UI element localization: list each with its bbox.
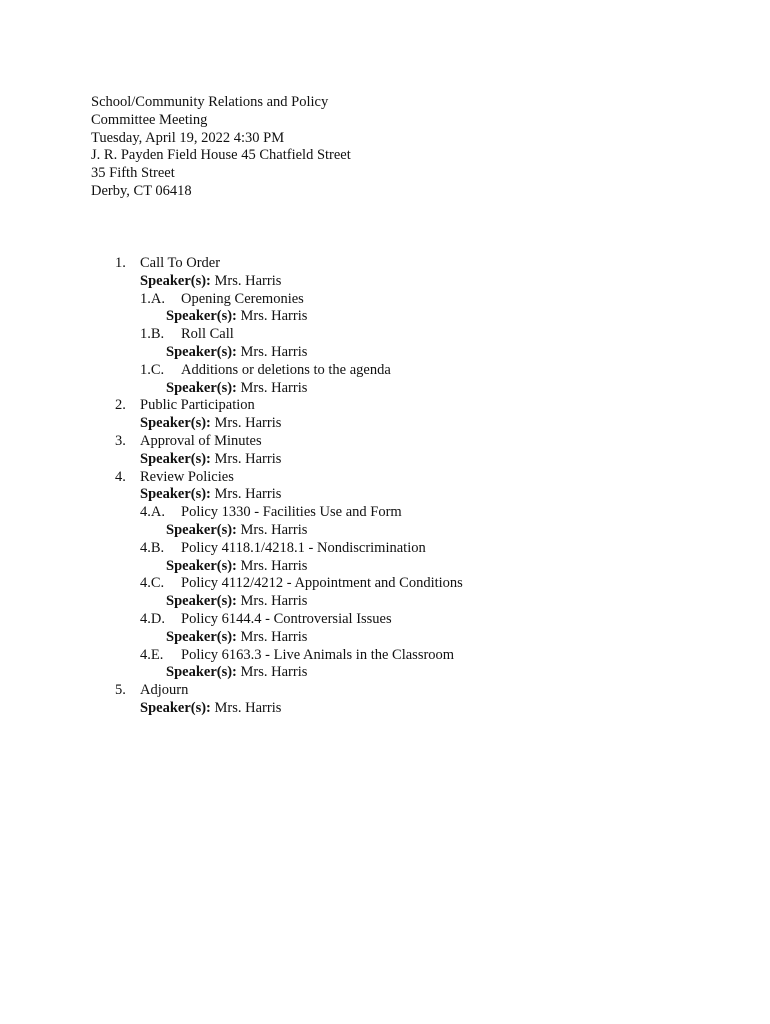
speaker-label: Speaker(s): [140,486,211,503]
agenda-subitem-title: Policy 6163.3 - Live Animals in the Classroom [181,646,455,663]
speaker-label: Speaker(s): [166,343,237,360]
speaker-label: Speaker(s): [166,521,237,538]
agenda-speaker-row [0,593,770,611]
speaker-label: Speaker(s): [166,308,237,325]
speaker-label: Speaker(s): [140,272,211,289]
agenda-speaker [166,593,307,611]
agenda-speaker [166,308,307,326]
agenda-item-title: Adjourn [140,682,189,699]
agenda-subitem-title: Policy 1330 - Facilities Use and Form [181,504,402,521]
agenda-subitem-number: 4.C. [140,575,165,592]
agenda-subitem-title: Policy 4118.1/4218.1 - Nondiscrimination [181,539,426,556]
meeting-datetime: Tuesday, April 19, 2022 4:30 PM [91,129,285,146]
agenda-speaker-row [0,344,770,362]
speaker-name: Mrs. Harris [240,379,308,396]
agenda-item-title: Review Policies [140,468,234,485]
agenda-item-number: 1. [115,255,126,271]
agenda-item-number: 2. [115,397,126,414]
speaker-name: Mrs. Harris [240,557,308,574]
speaker-name: Mrs. Harris [214,699,282,716]
meeting-type: Committee Meeting [91,111,208,128]
agenda-speaker [140,451,281,469]
agenda-speaker [166,344,307,362]
agenda-subitem [0,362,770,380]
speaker-label: Speaker(s): [140,450,211,467]
meeting-header [91,94,351,201]
agenda-speaker-row [0,415,770,433]
agenda-subitem-number: 4.E. [140,646,164,663]
agenda-subitem [0,611,770,629]
agenda-subitem-number: 4.D. [140,610,165,627]
speaker-name: Mrs. Harris [240,664,308,681]
agenda-subitem-number: 4.B. [140,539,165,556]
agenda-item [0,397,770,415]
agenda-speaker [140,273,281,291]
agenda-item-number: 3. [115,432,126,449]
agenda-speaker [140,486,281,504]
agenda-subitem-title: Policy 4112/4212 - Appointment and Conditions [181,575,463,592]
meeting-committee-name: School/Community Relations and Policy [91,94,329,110]
speaker-label: Speaker(s): [166,379,237,396]
agenda-subitem [0,291,770,309]
speaker-label: Speaker(s): [166,593,237,610]
agenda-subitem-title: Opening Ceremonies [181,290,304,307]
agenda-subitem [0,540,770,558]
speaker-name: Mrs. Harris [240,343,308,360]
speaker-name: Mrs. Harris [240,521,308,538]
agenda-item [0,682,770,700]
meeting-venue: J. R. Payden Field House 45 Chatfield Street [91,147,351,164]
agenda-speaker-row [0,451,770,469]
agenda-speaker [166,664,307,682]
meeting-address-street: 35 Fifth Street [91,165,175,182]
agenda-item [0,469,770,487]
speaker-label: Speaker(s): [140,415,211,432]
agenda-speaker [140,415,281,433]
speaker-name: Mrs. Harris [214,450,282,467]
speaker-label: Speaker(s): [140,699,211,716]
agenda-subitem [0,575,770,593]
speaker-name: Mrs. Harris [240,308,308,325]
speaker-name: Mrs. Harris [214,415,282,432]
agenda-subitem-title: Additions or deletions to the agenda [181,361,391,378]
agenda-item [0,255,770,273]
agenda-speaker [166,558,307,576]
agenda-item-title: Public Participation [140,397,255,414]
agenda-speaker-row [0,700,770,718]
meeting-address-city: Derby, CT 06418 [91,182,192,199]
agenda-speaker [140,700,281,718]
agenda-subitem-number: 1.C. [140,361,165,378]
agenda-speaker-row [0,486,770,504]
agenda-speaker [166,629,307,647]
agenda-speaker-row [0,629,770,647]
agenda-item-title: Call To Order [140,255,221,271]
agenda-subitem [0,326,770,344]
speaker-name: Mrs. Harris [214,486,282,503]
agenda-item-title: Approval of Minutes [140,432,262,449]
agenda-subitem-title: Policy 6144.4 - Controversial Issues [181,610,392,627]
agenda-list [0,255,770,718]
speaker-label: Speaker(s): [166,664,237,681]
agenda-subitem-title: Roll Call [181,326,234,343]
agenda-subitem-number: 1.A. [140,290,165,307]
speaker-name: Mrs. Harris [214,272,282,289]
speaker-name: Mrs. Harris [240,593,308,610]
agenda-speaker-row [0,308,770,326]
agenda-item-number: 4. [115,468,126,485]
agenda-speaker [166,522,307,540]
agenda-speaker [166,380,307,398]
speaker-name: Mrs. Harris [240,628,308,645]
agenda-item [0,433,770,451]
agenda-speaker-row [0,558,770,576]
agenda-subitem-number: 1.B. [140,326,165,343]
speaker-label: Speaker(s): [166,557,237,574]
agenda-speaker-row [0,664,770,682]
agenda-subitem [0,504,770,522]
agenda-speaker-row [0,273,770,291]
agenda-speaker-row [0,380,770,398]
speaker-label: Speaker(s): [166,628,237,645]
agenda-subitem [0,647,770,665]
agenda-subitem-number: 4.A. [140,504,165,521]
agenda-speaker-row [0,522,770,540]
agenda-item-number: 5. [115,682,126,699]
